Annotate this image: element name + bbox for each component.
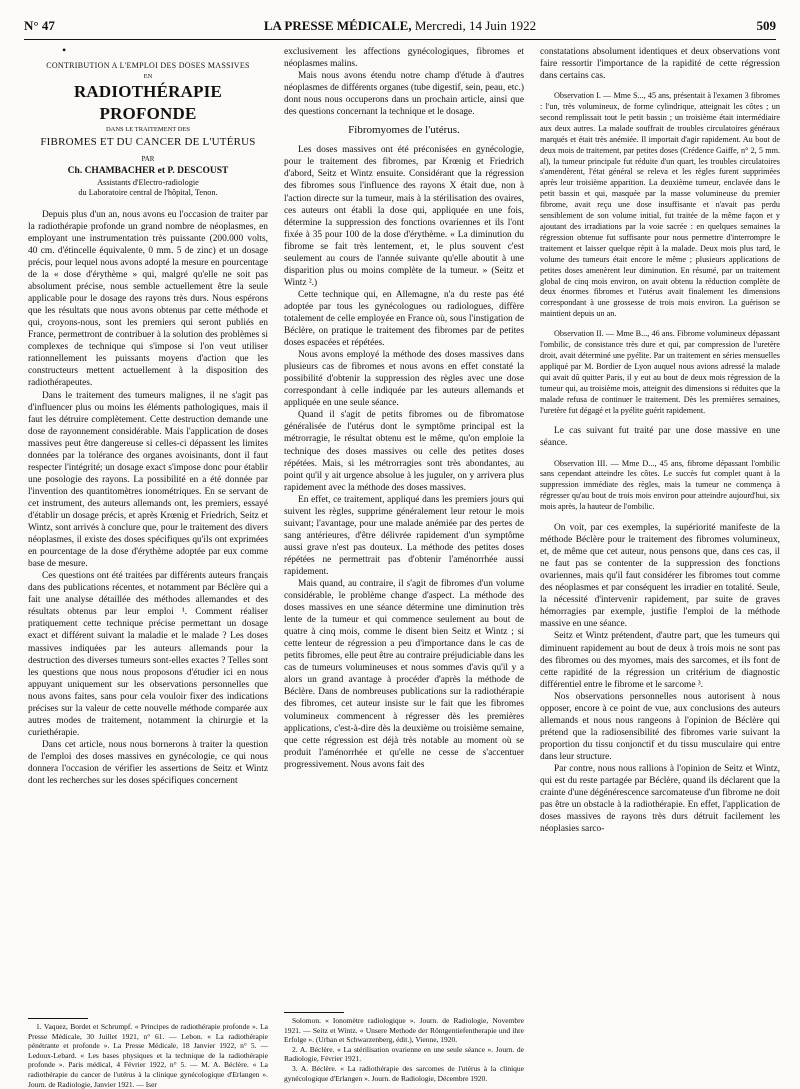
footnotes-column-2 — [284, 1016, 524, 1083]
journal-title-date — [24, 18, 776, 34]
column-3 — [540, 46, 780, 835]
paragraph: Mais quand, au contraire, il s'agit de fibromes d'un volume considérable, le problème change d'aspect. La méthode des doses massives en une séance détermine une diminution très lente de la tumeur et qui commence seulement au bout de quatre à cinq mois, comme le disent bien Seitz et Wintz ; si cette lenteur de régression a peu d'importance dans le cas de petits fibromes, elle peut être au contraire préjudiciable dans les cas de tumeurs volumineuses et nous sommes d'avis qu'il y a alors un grand avantage à procéder d'après la méthode de Béclère. Dans de nombreuses publications sur la radiothérapie des fibromes, cet auteur insiste sur le fait que les fibromes volumineux commencent à régresser dès les premières applications, c'est-à-dire dès la deuxième ou troisième semaine, que cette régression est déjà très notable au moment où se produit l'aménorrhée et qu'elle ne cesse de s'accentuer progressivement. Nous avons fait des — [284, 579, 524, 770]
title-line-1: CONTRIBUTION A L'EMPLOI DES DOSES MASSIVES — [46, 61, 250, 70]
running-header — [24, 18, 776, 36]
paragraph: Les doses massives ont été préconisées en gynécologie, pour le traitement des fibromes, par Krœnig et Friedrich d'abord, Seitz et Wintz ensuite. Considérant que la régression des fibromes sous l'influence des rayons X était due, non à l'action directe sur la tumeur, mais à la stérilisation des ovaires, ces auteurs ont établi la dose qui, appliquée en une fois, détermine la suppression des fonctions ovariennes et ils l'ont fixée à 35 pour 100 de la dose d'érythème. « La diminution du fibrome se fait très lentement, et, le plus souvent c'est seulement au cours de l'année suivante qu'elle aboutit à une disparition plus ou moins complète de la tumeur. » (Seitz et Wintz ².) — [284, 145, 524, 288]
affiliation-line-2: du Laboratoire central de l'hôpital, Tenon. — [78, 188, 218, 198]
paragraph: Ces questions ont été traitées par différents auteurs français dans des publications récentes, et notamment par Béclère qui a fait une analyse détaillée des méthodes allemandes et des résultats obtenus par leur emploi ¹. Comment réaliser pratiquement cette technique précise permettant un dosage exact et différent suivant la maladie et le malade ? Les doses massives indiquées par les auteurs allemands pour la destruction des diverses tumeurs sont-elles exactes ? Telles sont les questions que nous nous proposons d'étudier ici en nous appuyant uniquement sur les observations personnelles que nous avons faites, sans pour cela vouloir fixer des indications précises sur la valeur de cette nouvelle méthode comparée aux autres modes de traitement, notamment la chirurgie et la curiethérapie. — [28, 571, 268, 738]
footnote: Solomon. « Ionomètre radiologique ». Journ. de Radiologie, Novembre 1921. — Seitz et Wintz. « Unsere Methode der Röntgentiefentherapie und ihre Erfolge ». (Urban et Schwarzenberg, édit.), Vienne, 1920. — [284, 1016, 524, 1045]
paragraph: Le cas suivant fut traité par une dose massive en une séance. — [540, 426, 780, 449]
paragraph: constatations absolument identiques et deux observations vont faire ressortir l'importance de la rapidité de cette régression dans certains cas. — [540, 47, 780, 82]
paragraph: Nos observations personnelles nous autorisent à nous opposer, encore à ce point de vue, aux conclusions des auteurs allemands et nous nous rangeons à l'opinion de Béclère qui prétend que la radiosensibilité des fibromes varie suivant la proportion du tissu conjonctif et du tissu musculaire qui entre dans leur structure. — [540, 691, 780, 762]
footnote: 3. A. Béclère. « La radiothérapie des sarcomes de l'utérus à la clinique gynécologique d'Erlangen ». Journ. de Radiologie, Décembre 1920. — [284, 1063, 524, 1083]
journal-title: LA PRESSE MÉDICALE, — [263, 18, 412, 33]
page-number: 509 — [756, 18, 776, 33]
title-line-2: EN — [143, 73, 153, 80]
section-heading: Fibromyomes de l'utérus. — [348, 124, 460, 137]
footnote: 2. A. Béclère. « La stérilisation ovarienne en une seule séance ». Journ. de Radiologie, Février 1921. — [284, 1044, 524, 1064]
column-2 — [284, 46, 524, 771]
paragraph: On voit, par ces exemples, la supériorité manifeste de la méthode Béclère pour le traitement des fibromes volumineux, et, de même que cet auteur, nous pensons que, dans ces cas, il ne faut pas se contenter de la suppression des fonctions ovariennes, mais qu'il faut considérer les fibromes tout comme des néoplasmes et par conséquent les irradier en totalité. Seule, la nécessité d'intervenir rapidement, par suite de graves hémorragies par exemple, justifie l'emploi de la méthode massive en une séance. — [540, 523, 780, 630]
paragraph: Mais nous avons étendu notre champ d'étude à d'autres néoplasmes de différents organes (tube digestif, sein, peau, etc.) dont nous nous occuperons dans un prochain article, ainsi que des questions concernant la technique et le dosage. — [284, 71, 524, 118]
column-1 — [28, 60, 268, 787]
paragraph: Cette technique qui, en Allemagne, n'a du reste pas été adoptée par tous les gynécologues ou radiologues, diffère totalement de celle employée en France où, sous l'instigation de Béclère, on pratique le traitement des fibromes par de petites doses espacées et répétées. — [284, 289, 524, 349]
issue-number: N° 47 — [24, 18, 55, 33]
authors: Ch. CHAMBACHER et P. DESCOUST — [67, 166, 229, 176]
paragraph: Dans le traitement des tumeurs malignes, il ne s'agit pas d'influencer plus ou moins les éléments pathologiques, mais il faut les détruire complètement. Cette destruction demande une dose de rayonnement considérable. Mais l'application de doses massives peut être dangereuse si celles-ci dépassent les limites données par la tolérance des organes avoisinants, dont il faut respecter l'intégrité; un dosage exact s'impose donc pour établir une posologie des rayons. La possibilité en a été donnée par l'invention des quantitomètres ionométriques. En se servant de cet instrument, des auteurs allemands ont, les premiers, essayé d'établir un dosage précis, et après Krœnig et Friedrich, Seitz et Wintz, sont arrivés à conclure que, pour le traitement des divers néoplasmes, il existe des doses spécifiques qu'ils ont exprimées en pourcentage de la dose d'érythème adoptée par eux comme base de mesure. — [28, 390, 268, 570]
affiliation-line-1: Assistants d'Electro-radiologie — [97, 178, 199, 187]
paragraph: Nous avons employé la méthode des doses massives dans plusieurs cas de fibromes et nous avons en effet constaté la possibilité d'obtenir la suppression des règles avec une dose correspondant à celle indiquée par les auteurs allemands et appliquée en une seule séance. — [284, 350, 524, 409]
article-subtitle: FIBROMES ET DU CANCER DE L'UTÉRUS — [40, 136, 256, 148]
observation-2: Observation II. — Mme B..., 46 ans. Fibrome volumineux dépassant l'ombilic, de consistance très dure et qui, par compression de l'uretère droit, avait déterminé une pyélite. Par un traitement en séries mensuelles appliqué par M. Bordier de Lyon auquel nous avions adressé la malade qui avait dû quitter Paris, il y eut au bout de deux mois régression de la tumeur qui, au troisième mois, atteignit des dimensions si réduites que la malade refusa de continuer le traitement. Dès les premières semaines, l'uretère fut dégagé et la pyélite guérit rapidement. — [540, 329, 780, 415]
header-rule — [24, 39, 776, 40]
article-title: RADIOTHÉRAPIE PROFONDE — [73, 82, 223, 123]
paragraph: exclusivement les affections gynécologiques, fibromes et néoplasmes malins. — [284, 47, 524, 70]
paragraph: Quand il s'agit de petits fibromes ou de fibromatose généralisée de l'utérus dont le symptôme principal est la métrorragie, le résultat obtenu est le même, qu'on emploie la technique des doses massives ou celle des petites doses répétées. Mais, si les métrorragies sont très abondantes, au point qu'il y ait urgence absolue à les juguler, on y arrivera plus rapidement avec la méthode des doses massives. — [284, 410, 524, 493]
footnote-rule — [28, 1018, 88, 1019]
paragraph: Dans cet article, nous nous bornerons à traiter la question de l'emploi des doses massives en gynécologie, ce qui nous donnera l'occasion de vérifier les assertions de Seitz et Wintz dont les recherches sur les doses spécifiques concernent — [28, 739, 268, 787]
observation-1: Observation I. — Mme S..., 45 ans, présentait à l'examen 3 fibromes : l'un, très volumineux, de forme cylindrique, atteignait les côtes ; un second remplissait tout le petit bassin ; un troisième était intermédiaire aux deux autres. La malade souffrait de troubles circulatoires généraux marqués et était très anémiée. Il importait d'agir rapidement. Au bout de deux mois de traitement, par petites doses (Crédence Gaiffe, n° 2, 5 mm. al), la tumeur principale fut réduite d'un quart, les troubles circulatoires s'amendèrent, l'état général se releva et les règles furent supprimées après leur troisième apparition. La deuxième tumeur, enclavée dans le petit bassin et qui, masquée par la masse volumineuse du premier fibrome, avait reçu une dose insuffisante et n'avait pas perdu sensiblement de son volume initial, fut traitée de la même façon et y ajoutant des irradiations par la voie sacrée : en quelques semaines la régression obtenue fut suffisante pour nous permettre d'interrompre le traitement et laisser quelque répit à la malade. Deux mois plus tard, le volume des tumeurs était encore le même ; plusieurs applications de petites doses amenèrent leur diminution. En résumé, par un traitement global de cinq mois environ, on avait obtenu la réduction complète de deux énormes fibromes et l'utérus avait finalement les dimensions correspondant à une grossesse de trois mois environ. La guérison se maintient depuis un an. — [540, 91, 780, 319]
paragraph: Par contre, nous nous rallions à l'opinion de Seitz et Wintz, qui est du reste partagée par Béclère, quand ils déclarent que la crainte d'une dégénérescence sarcomateuse d'un fibrome ne doit pas être un obstacle à la radiothérapie. En effet, l'application de doses massives de rayons très durs détruit facilement les néoplasies sarco- — [540, 763, 780, 835]
paragraph: En effet, ce traitement, appliqué dans les premiers jours qui suivent les règles, supprime généralement leur retour le mois suivant; l'avantage, pour une malade anémiée par des pertes de sang antérieures, d'être délivrée rapidement d'un symptôme aussi grave n'est pas douteux. La méthode des petites doses répétées ne permettrait pas d'obtenir l'aménorrhée aussi rapidement. — [284, 494, 524, 577]
footnote: 1. Vaquez, Bordet et Schrumpf. « Principes de radiothérapie profonde ». La Presse Médicale, 30 Juillet 1921, n° 61. — Lebon. « La radiothérapie pénétrante et profonde ». La Presse Médicale, 18 Janvier 1922, n° 5. — Ledoux-Lebard. « Les bases physiques et la technique de la radiothérapie profonde ». Paris médical, 4 Février 1922, n° 5. — M. A. Béclère. « La radiothérapie du cancer de l'utérus à la clinique gynécologique d'Erlangen ». Journ. de Radiologie, Janvier 1921. — Iser — [28, 1022, 268, 1089]
title-par: PAR — [141, 155, 155, 163]
footnote-rule — [284, 1012, 344, 1013]
title-line-4: DANS LE TRAITEMENT DES — [105, 126, 191, 133]
bullet-mark: • — [62, 43, 67, 57]
article-title-block — [28, 60, 268, 199]
issue-date: Mercredi, 14 Juin 1922 — [414, 18, 537, 33]
paragraph: Seitz et Wintz prétendent, d'autre part, que les tumeurs qui diminuent rapidement au bout de deux à trois mois ne sont pas des fibromes ou des myomes, mais des sarcomes, et ils font de cette rapidité de la régression un critérium de diagnostic différentiel entre le fibrome et le sarcome ³. — [540, 631, 780, 690]
footnotes-column-1 — [28, 1022, 268, 1089]
observation-3: Observation III. — Mme D..., 45 ans, fibrome dépassant l'ombilic sans cependant atteindre les côtes. Le succès fut complet quant à la suppression immédiate des règles, mais la tumeur ne commença à régresser qu'au bout de trois mois environ pour atteindre aujourd'hui, six mois après, la hauteur de l'ombilic. — [540, 458, 780, 512]
paragraph: Depuis plus d'un an, nous avons eu l'occasion de traiter par la radiothérapie profonde un grand nombre de néoplasmes, en employant une instrumentation très puissante (200.000 volts, 40 cm. d'étincelle équivalente, 0 mm. 5 de zinc) et un dosage précis, pour lequel nous avons adopté la mesure en pourcentage de la « dose d'érythème » qui, malgré qu'elle ne soit pas absolument précise, nous semble actuellement être la seule applicable pour le dosage des rayons très durs. Nous espérons que les résultats que nous avons obtenus par cette méthode et qui, croyons-nous, sont les premiers qui seront publiés en France, permettront de contribuer à la solution des problèmes si complexes de technique qui s'impose si l'on veut utiliser rationnellement les puissants moyens d'action que les constructeurs mettent actuellement à la disposition des radiothérapeutes. — [28, 209, 268, 389]
